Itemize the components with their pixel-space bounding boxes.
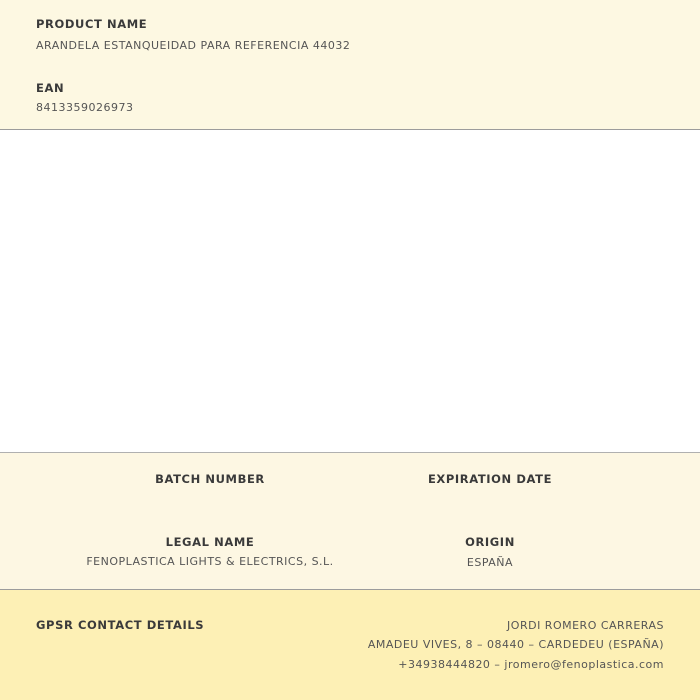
contact-address: AMADEU VIVES, 8 – 08440 – CARDEDEU (ESPAÑA) <box>367 638 664 651</box>
blank-content-area <box>0 130 700 452</box>
origin-value: ESPAÑA <box>466 556 514 569</box>
product-name-label: PRODUCT NAME <box>36 17 148 31</box>
legal-name-label: LEGAL NAME <box>165 535 255 549</box>
expiration-date-label: EXPIRATION DATE <box>427 472 553 486</box>
product-info-section <box>0 0 700 130</box>
contact-person: JORDI ROMERO CARRERAS <box>507 619 664 632</box>
origin-label: ORIGIN <box>465 535 515 549</box>
product-name-value: ARANDELA ESTANQUEIDAD PARA REFERENCIA 44032 <box>36 39 351 52</box>
ean-value: 8413359026973 <box>36 101 134 114</box>
legal-name-value: FENOPLASTICA LIGHTS & ELECTRICS, S.L. <box>86 555 334 568</box>
contact-phone-email: +34938444820 – jromero@fenoplastica.com <box>398 658 664 671</box>
gpsr-contact-section <box>0 590 700 700</box>
ean-label: EAN <box>36 81 65 95</box>
batch-number-label: BATCH NUMBER <box>155 472 265 486</box>
gpsr-contact-label: GPSR CONTACT DETAILS <box>36 618 205 632</box>
details-section <box>0 452 700 590</box>
